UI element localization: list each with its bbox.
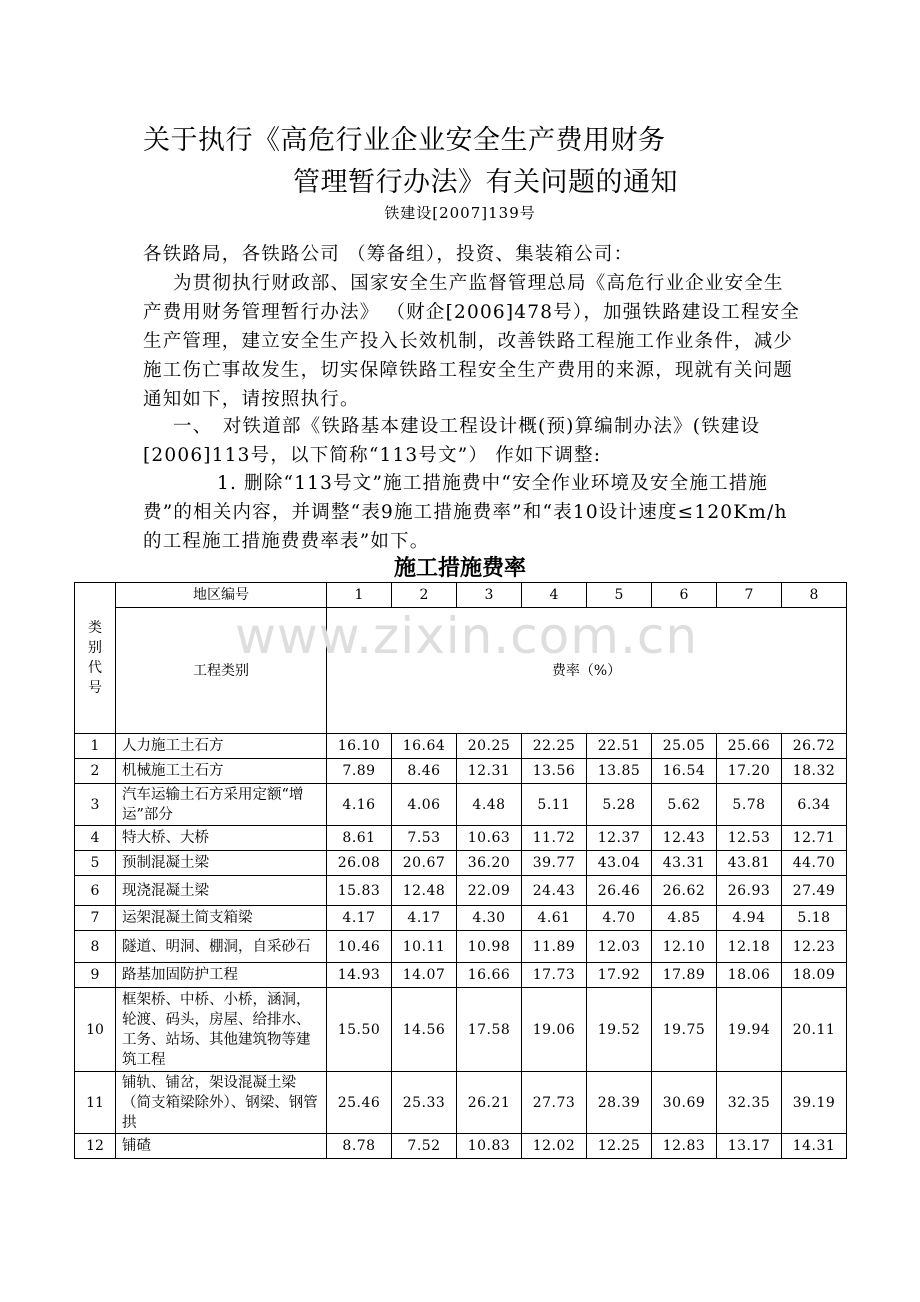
rate-value-cell: 18.32 [782, 759, 847, 784]
rate-value-cell: 10.83 [457, 1134, 522, 1159]
rate-value-cell: 17.92 [587, 963, 652, 988]
rate-value-cell: 16.10 [327, 734, 392, 759]
rate-value-cell: 12.48 [392, 876, 457, 906]
table-row [75, 931, 847, 963]
rate-value-cell: 39.19 [782, 1072, 847, 1134]
category-code-cell: 1 [75, 734, 116, 759]
rate-value-cell: 5.78 [717, 784, 782, 826]
rate-value-cell: 43.31 [652, 851, 717, 876]
rate-value-cell: 22.09 [457, 876, 522, 906]
project-type-cell: 汽车运输土石方采用定额“增运”部分 [116, 784, 327, 826]
table-row [75, 1072, 847, 1134]
rate-value-cell: 16.66 [457, 963, 522, 988]
rate-value-cell: 12.23 [782, 931, 847, 963]
rate-value-cell: 4.06 [392, 784, 457, 826]
table-row [75, 784, 847, 826]
region-header: 8 [782, 583, 847, 608]
rate-value-cell: 8.61 [327, 826, 392, 851]
paragraph-section-one: 一、 对铁道部《铁路基本建设工程设计概(预)算编制办法》(铁建设[2006]113号，以下简称“113号文”） 作如下调整: [143, 416, 761, 466]
rate-value-cell: 25.66 [717, 734, 782, 759]
rate-value-cell: 14.93 [327, 963, 392, 988]
rate-value-cell: 13.85 [587, 759, 652, 784]
rate-value-cell: 10.11 [392, 931, 457, 963]
project-type-cell: 铺碴 [116, 1134, 327, 1159]
project-type-cell: 预制混凝土梁 [116, 851, 327, 876]
rate-value-cell: 19.06 [522, 988, 587, 1072]
category-code-cell: 10 [75, 988, 116, 1072]
table-row [75, 988, 847, 1072]
rate-value-cell: 25.05 [652, 734, 717, 759]
rate-value-cell: 12.53 [717, 826, 782, 851]
rate-value-cell: 7.52 [392, 1134, 457, 1159]
rate-value-cell: 12.02 [522, 1134, 587, 1159]
rate-value-cell: 43.04 [587, 851, 652, 876]
rate-value-cell: 26.72 [782, 734, 847, 759]
rate-value-cell: 5.62 [652, 784, 717, 826]
rate-value-cell: 12.43 [652, 826, 717, 851]
category-code-cell: 7 [75, 906, 116, 931]
table-row [75, 759, 847, 784]
rate-value-cell: 19.75 [652, 988, 717, 1072]
document-number: 铁建设[2007]139号 [384, 204, 536, 222]
paragraph-item-one: 1. 删除“113号文”施工措施费中“安全作业环境及安全施工措施费”的相关内容，并调整“表9施工措施费率”和“表10设计速度≤120Km/h的工程施工措施费费率表”如下。 [143, 473, 788, 552]
rate-value-cell: 5.18 [782, 906, 847, 931]
project-type-cell: 人力施工土石方 [116, 734, 327, 759]
rate-value-cell: 26.21 [457, 1072, 522, 1134]
category-code-cell: 12 [75, 1134, 116, 1159]
category-code-cell: 8 [75, 931, 116, 963]
rate-value-cell: 11.89 [522, 931, 587, 963]
rate-value-cell: 18.06 [717, 963, 782, 988]
region-header: 5 [587, 583, 652, 608]
rate-value-cell: 12.18 [717, 931, 782, 963]
rate-value-cell: 17.73 [522, 963, 587, 988]
table-row [75, 906, 847, 931]
rate-value-cell: 39.77 [522, 851, 587, 876]
category-code-cell: 6 [75, 876, 116, 906]
rate-value-cell: 20.25 [457, 734, 522, 759]
document-title-line1: 关于执行《高危行业企业安全生产费用财务 [143, 125, 666, 156]
rate-value-cell: 20.11 [782, 988, 847, 1072]
table-row [75, 734, 847, 759]
rate-value-cell: 26.93 [717, 876, 782, 906]
category-code-cell: 3 [75, 784, 116, 826]
table-row [75, 876, 847, 906]
rate-value-cell: 20.67 [392, 851, 457, 876]
paragraph-intro: 为贯彻执行财政部、国家安全生产监督管理总局《高危行业企业安全生产费用财务管理暂行办法》 （财企[2006]478号），加强铁路建设工程安全生产管理，建立安全生产投入长效机制，改善铁路工程施工作业条件，减少施工伤亡事故发生，切实保障铁路工程安全生产费用的来源，现就有关问题通知如下，请按照执行。 [143, 273, 801, 410]
rate-value-cell: 14.07 [392, 963, 457, 988]
region-label-header: 地区编号 [116, 583, 327, 608]
rate-value-cell: 25.33 [392, 1072, 457, 1134]
rate-value-cell: 19.94 [717, 988, 782, 1072]
project-type-cell: 机械施工土石方 [116, 759, 327, 784]
rate-value-cell: 27.49 [782, 876, 847, 906]
rate-value-cell: 15.83 [327, 876, 392, 906]
rate-value-cell: 13.17 [717, 1134, 782, 1159]
rate-value-cell: 18.09 [782, 963, 847, 988]
project-type-cell: 隧道、明洞、棚洞，自采砂石 [116, 931, 327, 963]
rate-value-cell: 4.61 [522, 906, 587, 931]
rate-value-cell: 22.25 [522, 734, 587, 759]
region-header: 4 [522, 583, 587, 608]
category-code-cell: 5 [75, 851, 116, 876]
rate-value-cell: 36.20 [457, 851, 522, 876]
rate-value-cell: 26.46 [587, 876, 652, 906]
region-header: 6 [652, 583, 717, 608]
rate-value-cell: 12.37 [587, 826, 652, 851]
table-row [75, 1134, 847, 1159]
rate-value-cell: 32.35 [717, 1072, 782, 1134]
rate-value-cell: 12.25 [587, 1134, 652, 1159]
project-type-cell: 框架桥、中桥、小桥，涵洞，轮渡、码头，房屋、给排水、工务、站场、其他建筑物等建筑工程 [116, 988, 327, 1072]
table-row [75, 826, 847, 851]
region-header: 3 [457, 583, 522, 608]
rate-value-cell: 25.46 [327, 1072, 392, 1134]
category-code-cell: 11 [75, 1072, 116, 1134]
rate-value-cell: 4.30 [457, 906, 522, 931]
rate-value-cell: 4.48 [457, 784, 522, 826]
rate-value-cell: 11.72 [522, 826, 587, 851]
rate-value-cell: 15.50 [327, 988, 392, 1072]
rate-value-cell: 26.62 [652, 876, 717, 906]
rate-value-cell: 6.34 [782, 784, 847, 826]
table-row [75, 963, 847, 988]
rate-value-cell: 4.85 [652, 906, 717, 931]
rate-value-cell: 14.31 [782, 1134, 847, 1159]
rate-value-cell: 5.11 [522, 784, 587, 826]
table-title: 施工措施费率 [393, 556, 526, 581]
rate-value-cell: 17.58 [457, 988, 522, 1072]
watermark-text: www.zixin.com.cn [235, 607, 699, 665]
rate-value-cell: 10.63 [457, 826, 522, 851]
category-code-header [75, 583, 116, 734]
rate-value-cell: 17.89 [652, 963, 717, 988]
rate-value-cell: 12.10 [652, 931, 717, 963]
rate-value-cell: 8.78 [327, 1134, 392, 1159]
table-header-row [75, 583, 847, 608]
rate-value-cell: 12.83 [652, 1134, 717, 1159]
rate-value-cell: 13.56 [522, 759, 587, 784]
category-code-cell: 4 [75, 826, 116, 851]
project-type-header: 工程类别 [116, 608, 327, 734]
rate-value-cell: 44.70 [782, 851, 847, 876]
rate-value-cell: 4.94 [717, 906, 782, 931]
rate-value-cell: 4.70 [587, 906, 652, 931]
category-code-cell: 9 [75, 963, 116, 988]
rate-value-cell: 28.39 [587, 1072, 652, 1134]
table-header-row [75, 608, 847, 729]
rate-value-cell: 22.51 [587, 734, 652, 759]
rate-value-cell: 10.98 [457, 931, 522, 963]
rate-value-cell: 26.08 [327, 851, 392, 876]
rate-value-cell: 30.69 [652, 1072, 717, 1134]
rate-value-cell: 4.17 [327, 906, 392, 931]
rate-value-cell: 16.54 [652, 759, 717, 784]
rate-header: 费率（%） [327, 608, 847, 734]
rate-value-cell: 4.16 [327, 784, 392, 826]
project-type-cell: 运架混凝土简支箱梁 [116, 906, 327, 931]
document-title-line2: 管理暂行办法》有关问题的通知 [293, 167, 678, 198]
rate-value-cell: 17.20 [717, 759, 782, 784]
rate-value-cell: 19.52 [587, 988, 652, 1072]
rate-value-cell: 16.64 [392, 734, 457, 759]
rate-value-cell: 12.71 [782, 826, 847, 851]
rate-value-cell: 7.89 [327, 759, 392, 784]
project-type-cell: 路基加固防护工程 [116, 963, 327, 988]
category-code-cell: 2 [75, 759, 116, 784]
rate-value-cell: 5.28 [587, 784, 652, 826]
region-header: 2 [392, 583, 457, 608]
rate-value-cell: 7.53 [392, 826, 457, 851]
rate-value-cell: 12.31 [457, 759, 522, 784]
project-type-cell: 特大桥、大桥 [116, 826, 327, 851]
region-header: 7 [717, 583, 782, 608]
project-type-cell: 现浇混凝土梁 [116, 876, 327, 906]
rate-value-cell: 10.46 [327, 931, 392, 963]
rate-value-cell: 14.56 [392, 988, 457, 1072]
region-header: 1 [327, 583, 392, 608]
table-row [75, 851, 847, 876]
rate-value-cell: 24.43 [522, 876, 587, 906]
rate-value-cell: 43.81 [717, 851, 782, 876]
category-code-label: 类别代号 [88, 620, 102, 696]
project-type-cell: 铺轨、铺岔，架设混凝土梁（简支箱梁除外）、钢梁、钢管拱 [116, 1072, 327, 1134]
rate-table [74, 582, 847, 1159]
rate-value-cell: 8.46 [392, 759, 457, 784]
rate-value-cell: 12.03 [587, 931, 652, 963]
salutation: 各铁路局，各铁路公司 （筹备组），投资、集装箱公司： [143, 244, 634, 265]
rate-value-cell: 4.17 [392, 906, 457, 931]
rate-value-cell: 27.73 [522, 1072, 587, 1134]
